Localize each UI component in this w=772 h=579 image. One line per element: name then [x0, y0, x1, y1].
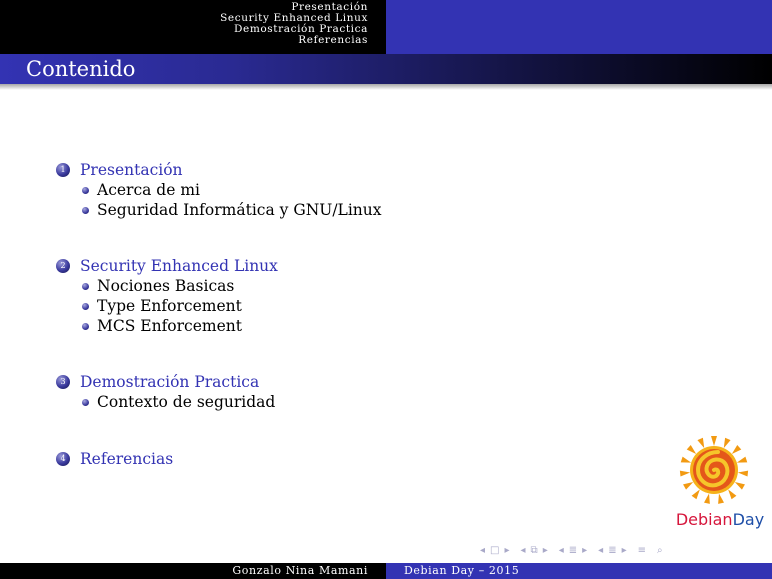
toc-subsection-label[interactable]: Seguridad Informática y GNU/Linux	[97, 201, 382, 219]
nav-frame-icon[interactable]: ⧉	[530, 544, 538, 556]
toc-section-title[interactable]: Demostración Practica	[80, 373, 260, 391]
toc-subsection-label[interactable]: Nociones Basicas	[97, 277, 235, 295]
toc-section-1	[56, 160, 382, 220]
section-number-ball: 1	[56, 163, 70, 177]
bullet-icon	[82, 303, 89, 310]
section-number-ball: 4	[56, 452, 70, 466]
debian-day-logo	[672, 430, 768, 534]
nav-slide-back-icon[interactable]: ◂	[480, 544, 486, 556]
frame-title: Contenido	[26, 57, 136, 81]
toc-subsection-label[interactable]: MCS Enforcement	[97, 317, 242, 335]
section-number-ball: 3	[56, 375, 70, 389]
toc-subsection[interactable]	[82, 200, 382, 220]
nav-subsection-back-icon[interactable]: ◂	[558, 544, 564, 556]
bullet-icon	[82, 283, 89, 290]
footline-left	[0, 563, 386, 579]
footer-author: Gonzalo Nina Mamani	[232, 564, 368, 577]
nav-subsection-forward-icon[interactable]: ▸	[582, 544, 588, 556]
nav-section-forward-icon[interactable]: ▸	[621, 544, 627, 556]
nav-subsection-icon[interactable]: ≣	[568, 544, 578, 556]
toc-subsection-label[interactable]: Contexto de seguridad	[97, 393, 276, 411]
nav-document-icon[interactable]: ≡	[637, 544, 647, 556]
bullet-icon	[82, 399, 89, 406]
nav-slide-forward-icon[interactable]: ▸	[504, 544, 510, 556]
toc-section-3	[56, 372, 275, 412]
bullet-icon	[82, 187, 89, 194]
toc-subsection[interactable]	[82, 180, 382, 200]
nav-frame-forward-icon[interactable]: ▸	[542, 544, 548, 556]
toc-section-title[interactable]: Referencias	[80, 450, 174, 468]
nav-item-demostracion[interactable]: Demostración Practica	[233, 23, 368, 35]
section-number-ball: 2	[56, 259, 70, 273]
footline	[0, 563, 772, 579]
sun-swirl-icon	[672, 430, 768, 510]
logo-wordmark	[672, 510, 768, 530]
nav-frame-back-icon[interactable]: ◂	[520, 544, 526, 556]
bullet-icon	[82, 207, 89, 214]
toc-subsection[interactable]	[82, 392, 275, 412]
nav-item-referencias[interactable]: Referencias	[298, 34, 368, 46]
nav-slide-icon[interactable]: □	[490, 544, 500, 556]
nav-search-icon[interactable]: ⌕	[657, 544, 663, 556]
toc-subsection-label[interactable]: Acerca de mi	[97, 181, 200, 199]
toc-subsection[interactable]	[82, 316, 278, 336]
footline-right	[386, 563, 772, 579]
nav-section-icon[interactable]: ≣	[608, 544, 617, 556]
toc-section-title[interactable]: Presentación	[80, 161, 183, 179]
toc-subsection[interactable]	[82, 296, 278, 316]
toc-section-title[interactable]: Security Enhanced Linux	[80, 257, 278, 275]
toc-subsection-label[interactable]: Type Enforcement	[97, 297, 242, 315]
bullet-icon	[82, 323, 89, 330]
nav-section-back-icon[interactable]: ◂	[598, 544, 604, 556]
nav-item-selinux[interactable]: Security Enhanced Linux	[220, 12, 368, 24]
navigation-symbols	[480, 543, 663, 557]
logo-text-debian: Debian	[675, 510, 733, 529]
logo-text-day: Day	[732, 510, 765, 529]
toc-section-2	[56, 256, 278, 336]
nav-item-presentacion[interactable]: Presentación	[291, 1, 368, 13]
footer-event-title: Debian Day – 2015	[404, 564, 520, 577]
toc-subsection[interactable]	[82, 276, 278, 296]
toc-section-4	[56, 449, 173, 469]
